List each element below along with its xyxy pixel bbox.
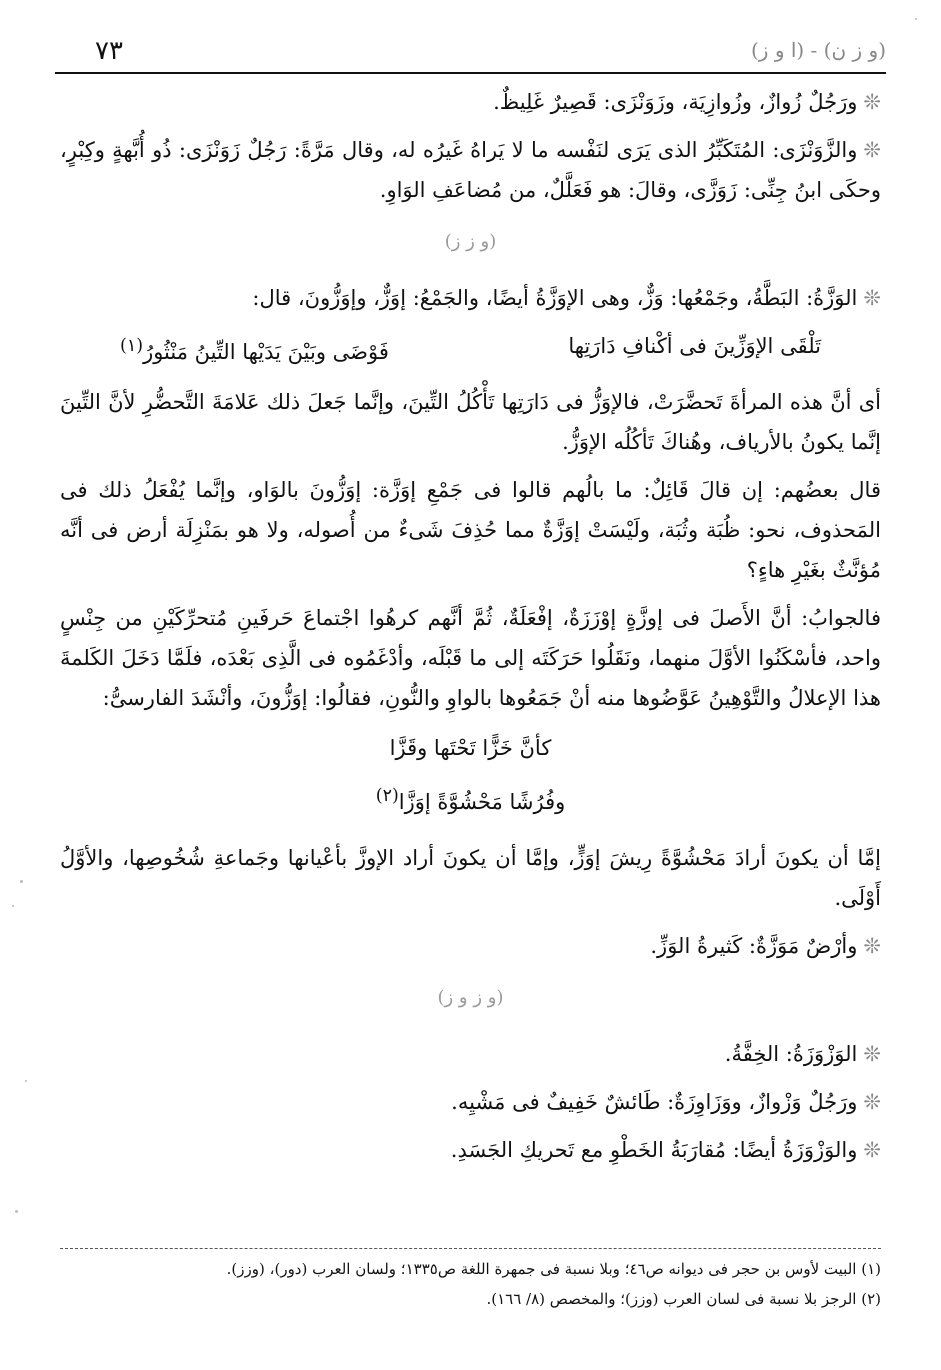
entry: ❊الوَزْوَزَةُ: الخِفَّةُ. — [724, 1042, 881, 1066]
rajaz-line: وفُرُشًا مَحْشُوَّةً إوَزَّا$^{(٢)}$ — [375, 786, 566, 814]
footnote: (٢) الرجز بلا نسبة فى لسان العرب (وزز)؛ والمخصص (٨/ ١٦٦). — [486, 1290, 881, 1308]
running-head: (ا و ز) - (و ز ن) — [750, 38, 886, 62]
verse-first-hemistich: تَلْقَى الإوَزِّينَ فى أكْنافِ دَارَتِها — [568, 334, 821, 358]
entry: ❊ورَجُلٌ وَزْوازٌ، ووَزَاوِزَةٌ: طَائشٌ خَفِيفٌ فى مَشْيِه. — [451, 1090, 881, 1114]
asterisk-icon: ❊ — [863, 90, 881, 114]
section-heading: (و ز ز) — [444, 231, 497, 252]
header-rule — [55, 72, 886, 74]
scan-speck — [20, 880, 23, 883]
rajaz-line: كأنَّ خَزًّا تَحْتَها وقَزَّا — [389, 736, 552, 760]
scan-speck — [25, 1080, 27, 1082]
section-heading: (و ز و ز) — [437, 987, 504, 1008]
asterisk-icon: ❊ — [863, 1138, 881, 1162]
paragraph: فالجوابُ: أنَّ الأَصلَ فى إوزَّةٍ إوْزَزَةٌ، إفْعَلَةٌ، ثُمَّ أنَّهم كرهُوا اجْتماعَ حَرفَينِ مُتحرِّكَيْنِ من جِنْسٍ واحد، فأسْكَنُوا الأوَّلَ منهما، ونَقَلُوا حَرَكَتَه إلى ما قَبْلَه، وأدْغَمُوه فى الَّذِى بَعْدَه، فلَمَّا دَخَلَ الكَلمةَ هذا الإعلالُ والتَّوْهِينُ عَوَّضُوها منه أنْ جَمَعُوها بالواوِ والنُّونِ، فقالُوا: إوَزُّونَ، وأنْشَدَ الفارسىُّ: — [60, 606, 881, 710]
scan-speck — [12, 905, 14, 907]
asterisk-icon: ❊ — [863, 286, 881, 310]
footnotes — [60, 1254, 881, 1314]
page-number: ٧٣ — [95, 36, 123, 66]
paragraph: إمَّا أن يكونَ أرادَ مَحْشُوَّةً رِيشَ إوَزٍّ، وإمَّا أن يكونَ أراد الإوزَّ بأعْيانها وجَماعةِ شُخُوصِها، والأوَّلُ أَوْلَى. — [60, 846, 881, 910]
footnote-marker: (٢) — [375, 786, 399, 806]
asterisk-icon: ❊ — [863, 1042, 881, 1066]
entry: ❊والوَزْوَزَةُ أيضًا: مُقارَبَةُ الخَطْوِ مع تَحريكِ الجَسَدِ. — [450, 1138, 881, 1162]
paragraph: قال بعضُهم: إن قالَ قَائِلٌ: ما بالُهم قالوا فى جَمْعِ إوَزَّة: إوَزُّونَ بالوَاو، وإنَّما يُفْعَلُ ذلك فى المَحذوف، نحو: ظُبَة وثُبَة، ولَيْسَتْ إوَزَّةٌ مما حُذِفَ شَىءٌ من أُصوله، ولا هو بمَنْزِلَة أرض فى أنَّه مُؤنَّثٌ بغَيْرِ هاءٍ؟ — [60, 478, 881, 582]
entry: ❊ورَجُلٌ زُوازٌ، وزُوازِيَة، وزَوَنْزَى: قَصِيرٌ غَلِيظٌ. — [493, 90, 881, 114]
footnote-marker: (١) — [120, 336, 144, 356]
scan-speck — [15, 1210, 18, 1213]
asterisk-icon: ❊ — [863, 934, 881, 958]
footnote: (١) البيت لأوس بن حجر فى ديوانه ص٤٦؛ وبلا نسبة فى جمهرة اللغة ص١٣٣٥؛ ولسان العرب (دور)، (وزز). — [226, 1260, 881, 1278]
poem-verse — [60, 326, 881, 372]
asterisk-icon: ❊ — [863, 138, 881, 162]
asterisk-icon: ❊ — [863, 1090, 881, 1114]
scan-speck — [915, 18, 917, 20]
entry: ❊وأرْضٌ مَوَزَّةٌ: كَثيرةُ الوَزِّ. — [650, 934, 881, 958]
main-text — [60, 82, 881, 1240]
rajaz-verse — [60, 728, 881, 822]
paragraph: أى أنَّ هذه المرأةَ تَحضَّرَتْ، فالإوَزُّ فى دَارَتِها تَأْكُلُ التِّينَ، وإنَّما جَعلَ ذلك عَلامَةَ التَّحضُّرِ لأنَّ التِّينَ إنَّما يكونُ بالأرياف، وهُناكَ تَأكُلُه الإوَزُّ. — [60, 390, 881, 454]
entry: ❊والزَّوَنْزَى: المُتَكَبِّرُ الذى يَرَى لنَفْسه ما لا يَراهُ غَيرُه له، وقال مَرَّةً: رَجُلٌ زَوَنْزَى: ذُو أُبَّهةٍ وكِبْرٍ، وحكَى ابنُ جِنِّى: زَوَزَّى، وقالَ: هو فَعَلَّلٌ، من مُضاعَفِ الوَاوِ. — [60, 138, 881, 202]
page-header — [55, 30, 886, 74]
entry: ❊الوَزَّةُ: البَطَّةُ، وجَمْعُها: وَزٌّ، وهى الإوَزَّةُ أيضًا، والجَمْعُ: إوَزٌّ، وإوَزُّونَ، قال: — [252, 286, 881, 310]
verse-second-hemistich: فَوْضَى وبَيْنَ يَدَيْها التِّينُ مَنْثُورُ$^{(١)}$ — [120, 336, 389, 364]
footnote-divider — [60, 1248, 881, 1249]
